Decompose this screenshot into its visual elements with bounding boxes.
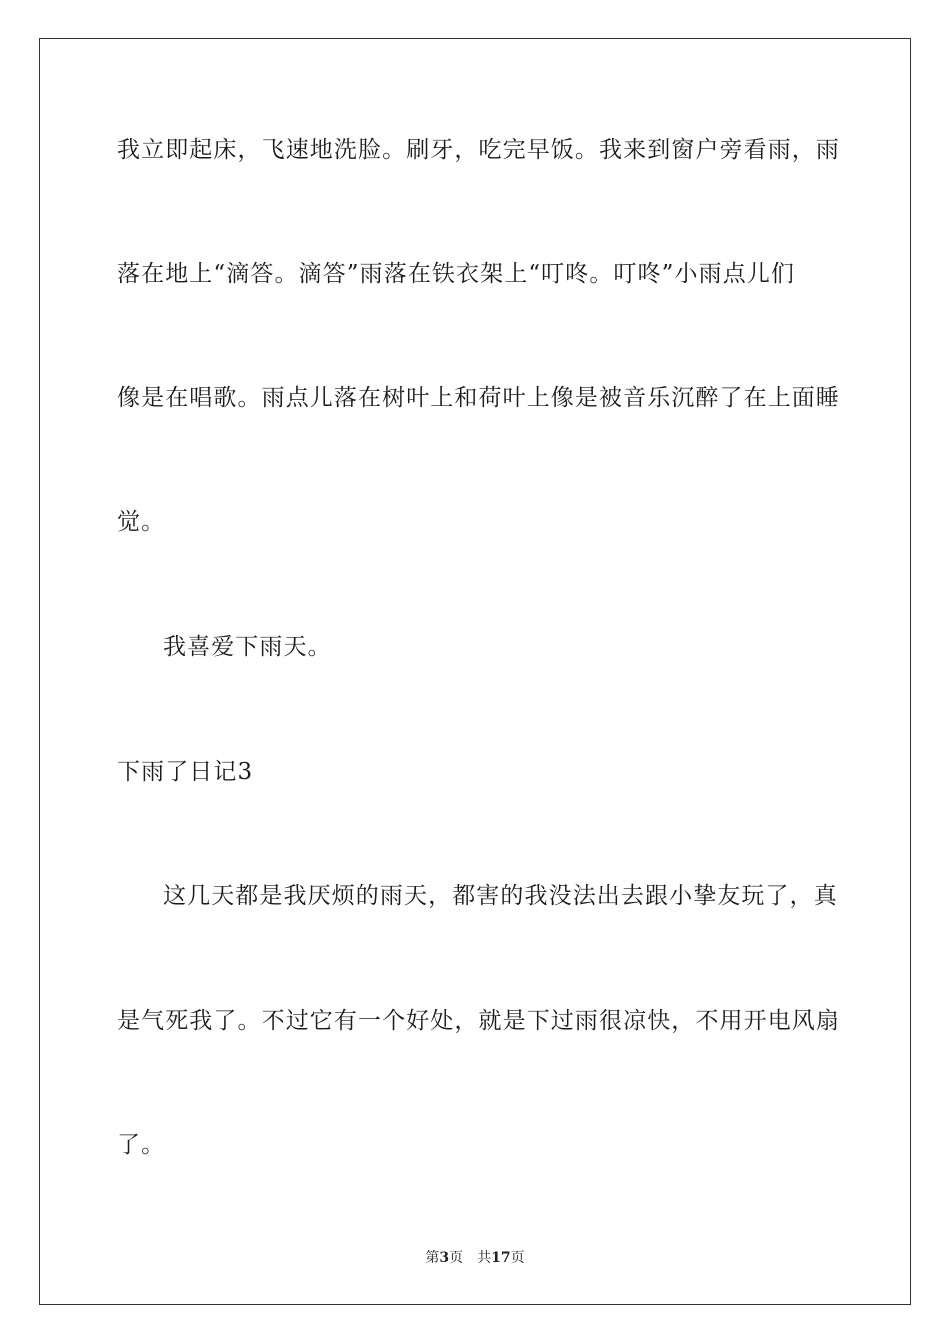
body-line-2: 落在地上“滴答。滴答”雨落在铁衣架上“叮咚。叮咚”小雨点儿们 [117, 261, 796, 287]
footer-total-prefix: 共 [477, 1250, 492, 1266]
page-border [39, 38, 911, 1305]
body-line-3: 像是在唱歌。雨点儿落在树叶上和荷叶上像是被音乐沉醉了在上面睡 [117, 385, 840, 411]
body-line-1: 我立即起床，飞速地洗脸。刷牙，吃完早饭。我来到窗户旁看雨，雨 [117, 137, 840, 163]
body-line-9: 了。 [117, 1132, 166, 1158]
section-heading: 下雨了日记3 [117, 759, 254, 785]
body-line-8: 是气死我了。不过它有一个好处，就是下过雨很凉快，不用开电风扇 [117, 1008, 840, 1034]
paragraph-we-love-rain: 我喜爱下雨天。 [163, 634, 332, 660]
footer-page-suffix: 页 [449, 1250, 464, 1266]
body-line-7: 这几天都是我厌烦的雨天，都害的我没法出去跟小挚友玩了，真 [163, 883, 838, 909]
footer-total-pages: 17 [491, 1250, 511, 1266]
footer-total-suffix: 页 [510, 1250, 525, 1266]
footer-page-number: 3 [439, 1250, 450, 1266]
body-line-4: 觉。 [117, 509, 166, 535]
footer-page-prefix: 第 [425, 1250, 440, 1266]
page-footer [0, 1248, 950, 1268]
